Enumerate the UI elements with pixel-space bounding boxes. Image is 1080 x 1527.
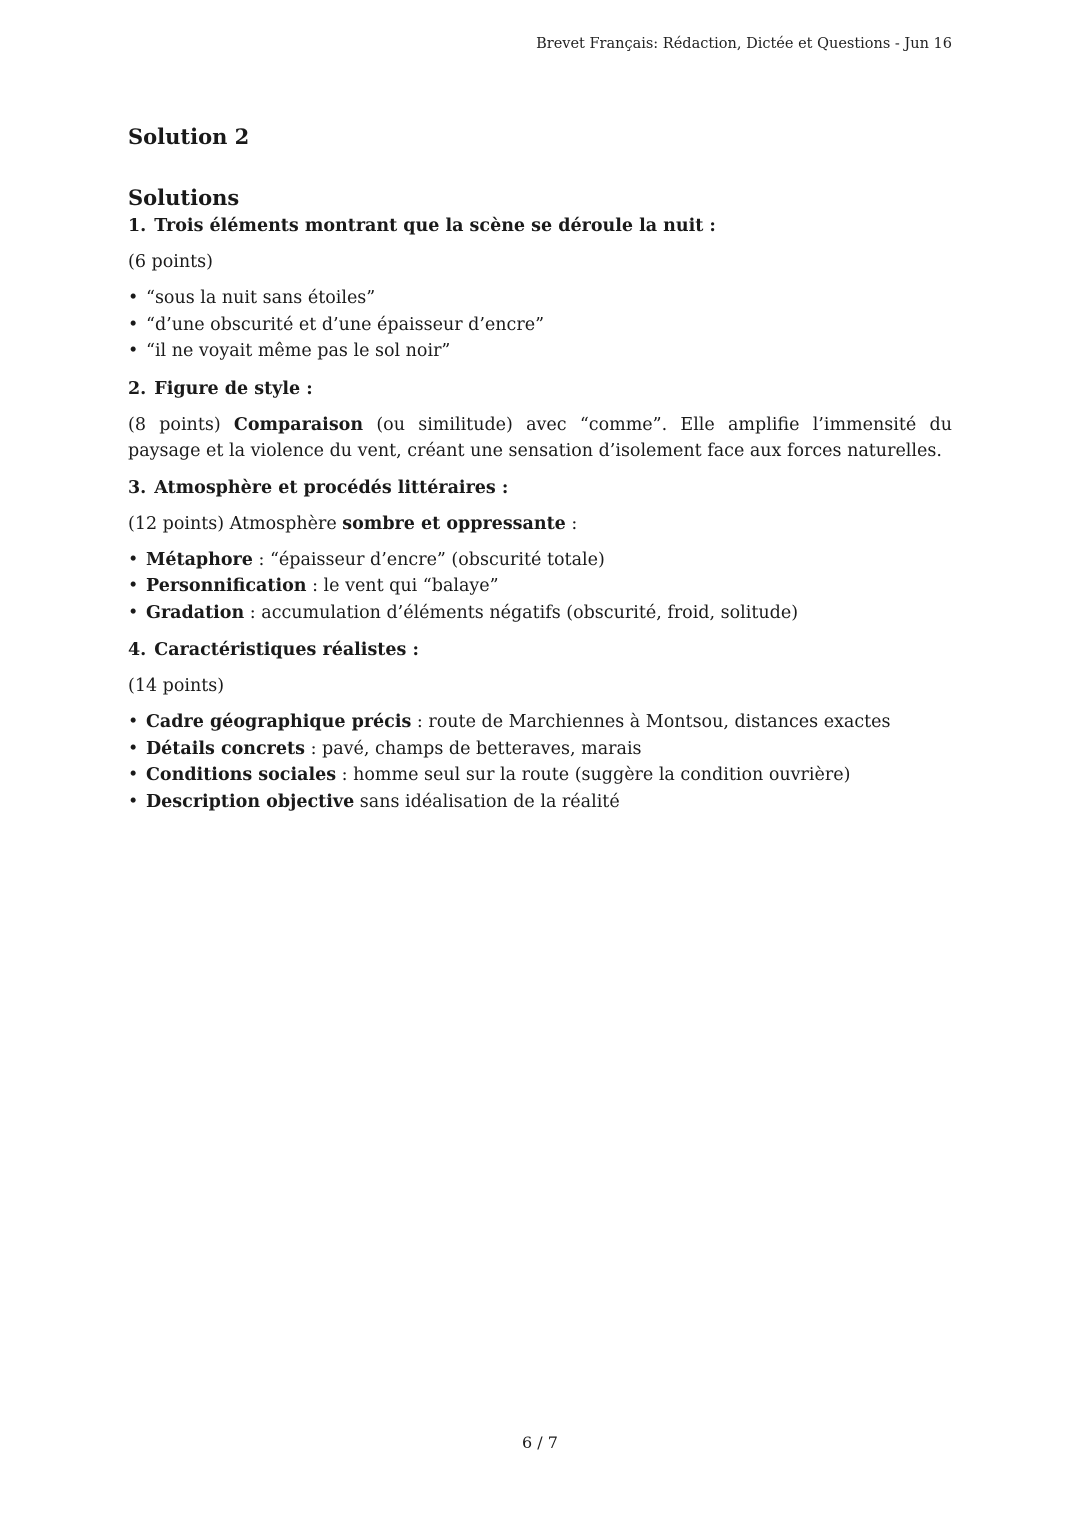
question-2 — [128, 376, 952, 464]
solutions-heading: Solutions — [128, 185, 240, 210]
page-number: 6 / 7 — [522, 1433, 558, 1452]
list-item: • Description objective sans idéalisation de la réalité — [128, 791, 620, 812]
list-item: • “sous la nuit sans étoiles” — [128, 288, 376, 308]
question-3-intro: (12 points) Atmosphère sombre et oppressante : — [128, 513, 578, 534]
question-4-points: (14 points) — [128, 676, 225, 696]
list-item: • “d’une obscurité et d’une épaisseur d’encre” — [128, 314, 545, 335]
question-3-list — [128, 547, 952, 627]
question-1 — [128, 213, 952, 365]
question-2-answer: (8 points) Comparaison (ou similitude) avec “comme”. Elle amplifie l’immensité du paysage et la violence du vent, créant une sensation d’isolement face aux forces naturelles. — [128, 414, 952, 461]
question-4-list — [128, 709, 952, 815]
running-header: Brevet Français: Rédaction, Dictée et Questions - Jun 16 — [536, 36, 952, 52]
question-1-title: 1. Trois éléments montrant que la scène se déroule la nuit : — [128, 216, 716, 236]
list-item: • Personnification : le vent qui “balaye” — [128, 576, 499, 596]
list-item: • Gradation : accumulation d’éléments négatifs (obscurité, froid, solitude) — [128, 602, 799, 623]
solution-heading: Solution 2 — [128, 124, 250, 149]
list-item: • Détails concrets : pavé, champs de betteraves, marais — [128, 738, 642, 759]
question-1-list — [128, 285, 952, 365]
question-3 — [128, 475, 952, 627]
question-4 — [128, 637, 952, 815]
question-2-title: 2. Figure de style : — [128, 378, 313, 399]
list-item: • Métaphore : “épaisseur d’encre” (obscurité totale) — [128, 549, 605, 570]
list-item: • Cadre géographique précis : route de Marchiennes à Montsou, distances exactes — [128, 712, 891, 732]
content — [128, 122, 952, 815]
list-item: • Conditions sociales : homme seul sur la route (suggère la condition ouvrière) — [128, 765, 851, 785]
question-3-title: 3. Atmosphère et procédés littéraires : — [128, 477, 509, 498]
question-1-points: (6 points) — [128, 252, 213, 272]
list-item: • “il ne voyait même pas le sol noir” — [128, 341, 451, 361]
question-4-title: 4. Caractéristiques réalistes : — [128, 640, 419, 660]
